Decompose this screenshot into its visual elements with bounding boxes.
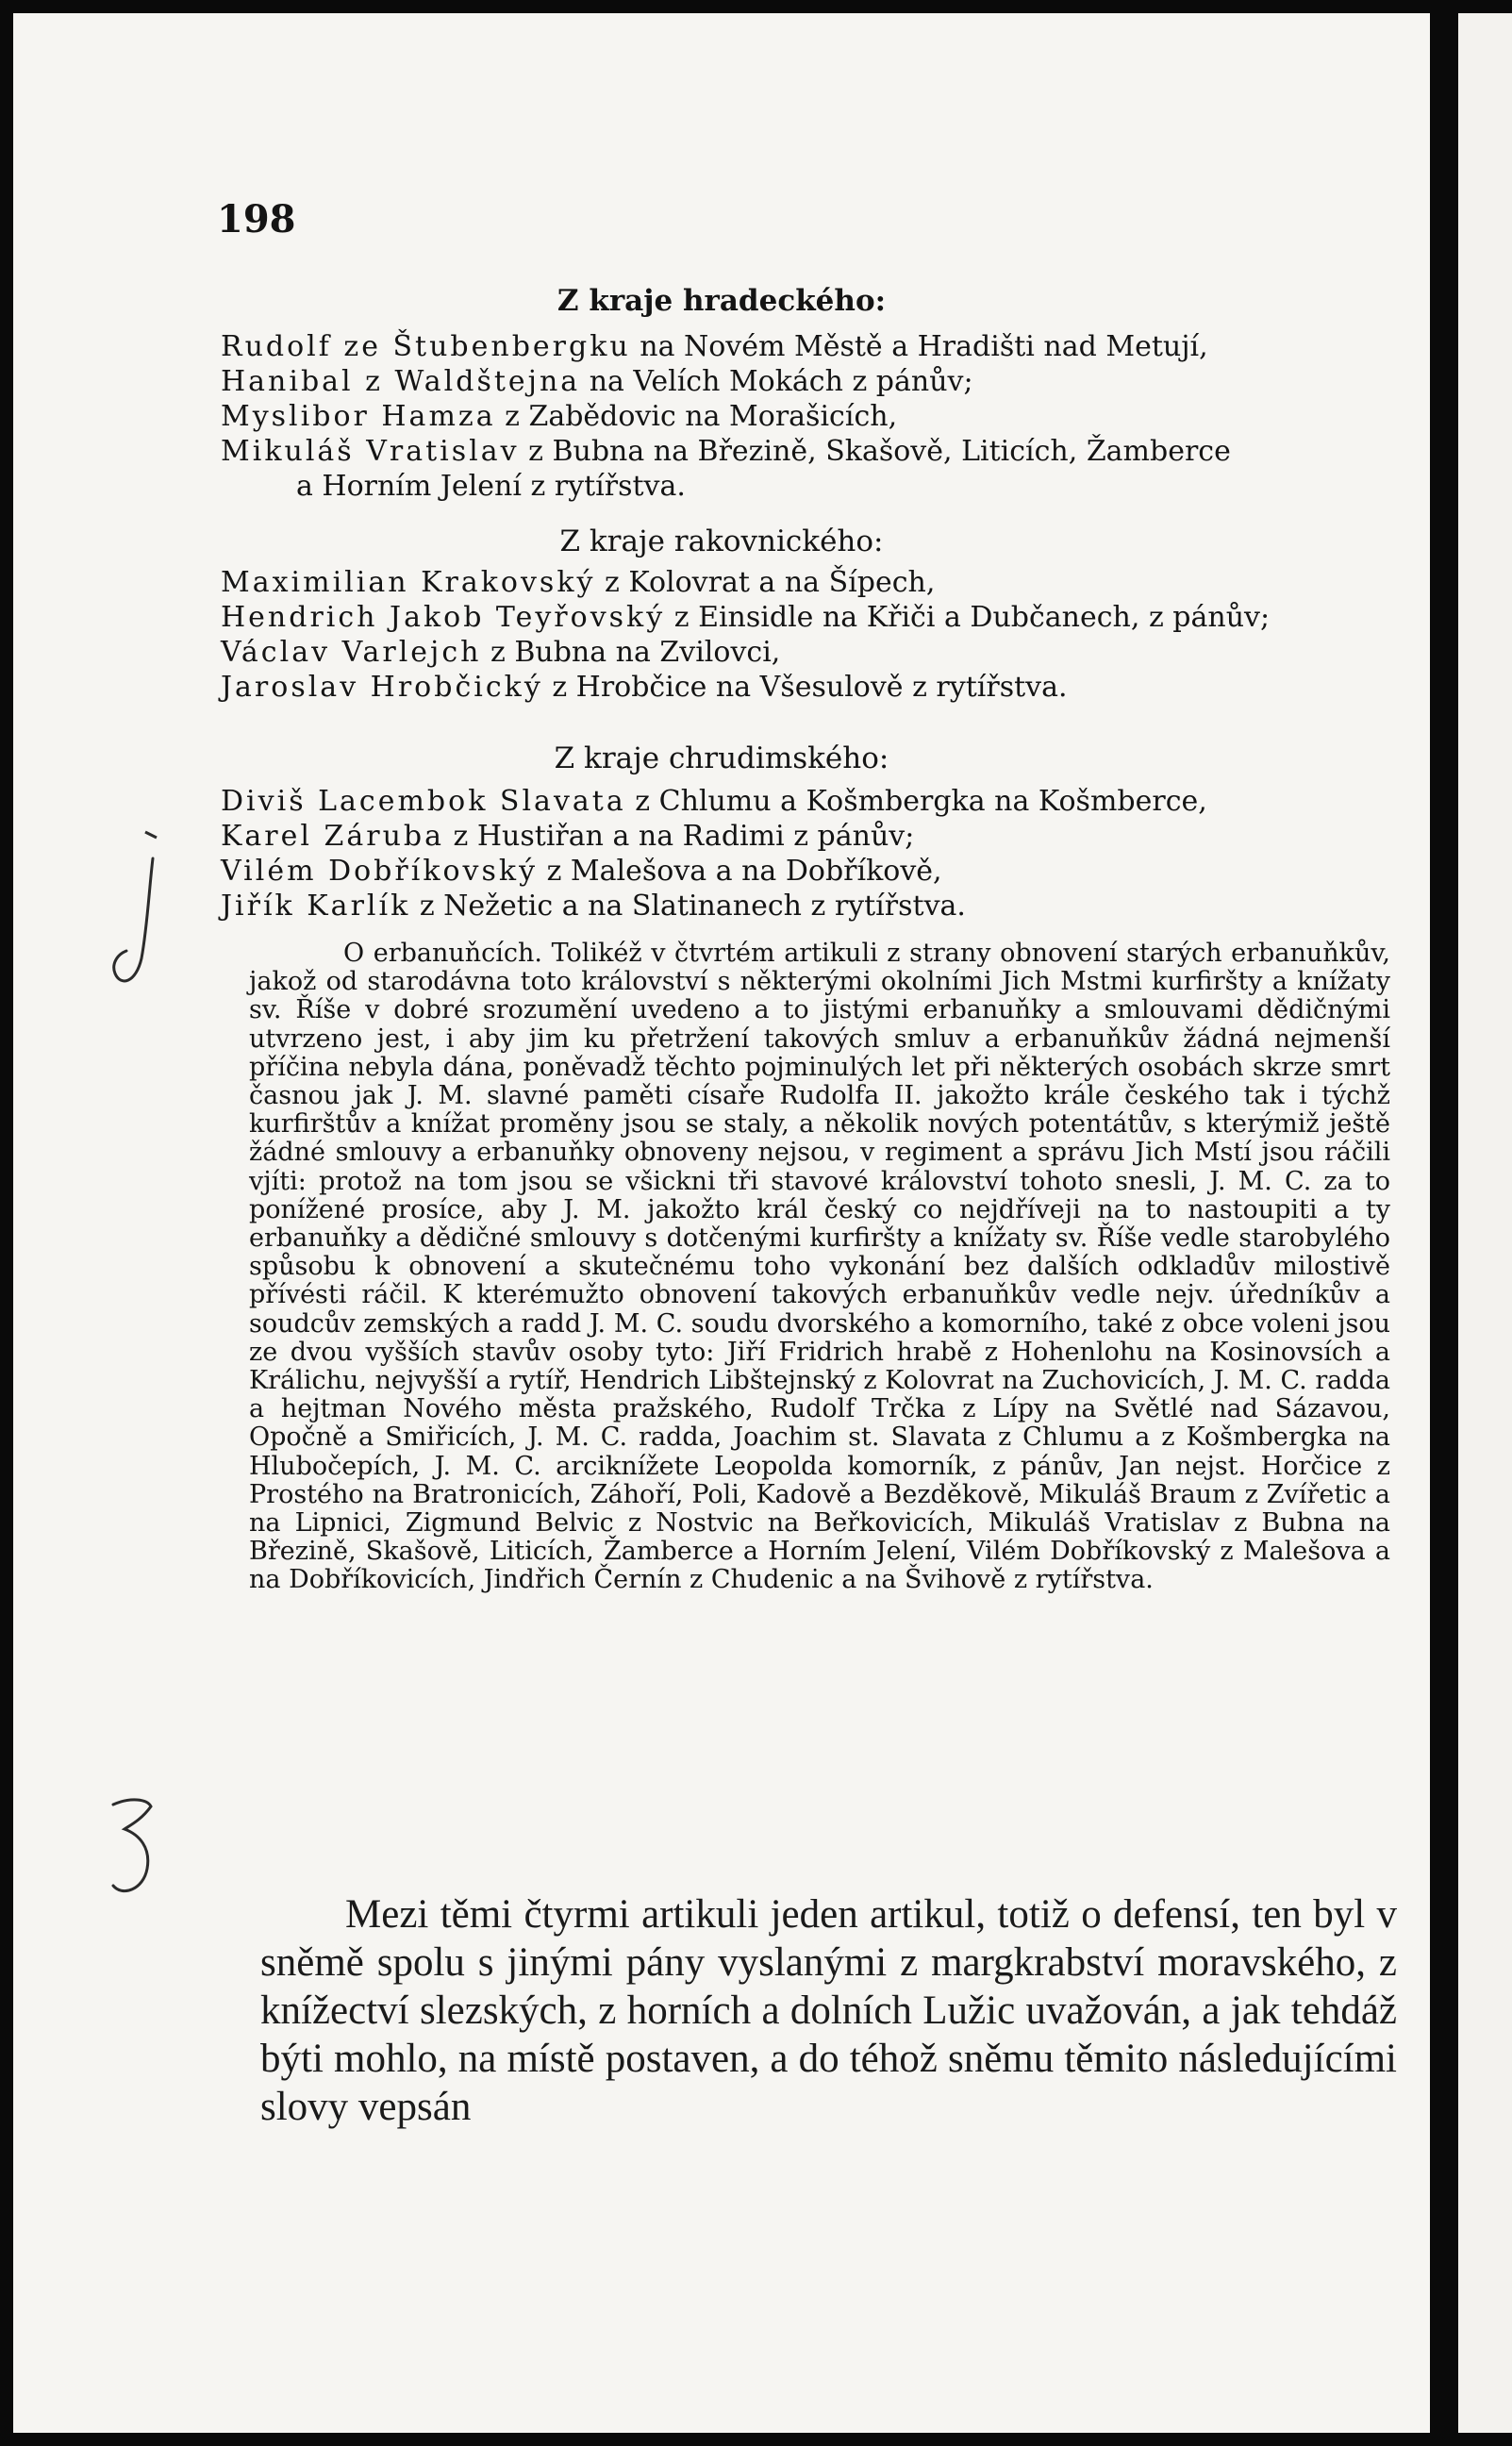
section-heading-rakovnik: Z kraje rakovnického: bbox=[559, 524, 884, 558]
list-entry: Václav Varlejch z Bubna na Zvilovci, bbox=[221, 636, 781, 669]
handwritten-j-mark-icon bbox=[104, 853, 170, 994]
handwritten-3-mark-icon bbox=[102, 1791, 168, 1905]
nobles-list-hradec bbox=[221, 329, 1390, 504]
list-entry: Vilém Dobříkovský z Malešova a na Dobříkově, bbox=[221, 855, 942, 888]
section-heading-chrudim: Z kraje chrudimského: bbox=[554, 741, 889, 775]
list-entry: Jaroslav Hrobčický z Hrobčice na Všesulově z rytířstva. bbox=[221, 671, 1068, 704]
list-entry: Myslibor Hamza z Zabědovic na Morašicích, bbox=[221, 400, 898, 433]
list-entry: Rudolf ze Štubenbergku na Novém Městě a Hradišti nad Metují, bbox=[221, 330, 1208, 363]
list-entry: Mikuláš Vratislav z Bubna na Březině, Skašově, Liticích, Žamberce bbox=[221, 435, 1231, 468]
book-page bbox=[13, 13, 1430, 2433]
list-entry: a Horním Jelení z rytířstva. bbox=[296, 470, 686, 503]
section-heading-hradec: Z kraje hradeckého: bbox=[557, 284, 887, 318]
margin-dot-icon bbox=[143, 823, 162, 841]
nobles-list-chrudim bbox=[221, 784, 1390, 923]
paragraph-text: O erbanuňcích. Tolikéž v čtvrtém artikuli z strany obnovení starých erbanuňkův, jakož od starodávna toto království s některými okolními Jich Mstmi kurfiršty a knížaty sv. Říše v dobré srozumění uvedeno a to jistými erbanuňky a smlouvami dědičnými utvrzeno jest, i aby jim ku přetržení takových smluv a erbanuňkův žádná nejmenší příčina nebyla dána, poněvadž těchto pojminulých let při některých osobách skrze smrt časnou jak J. M. slavné paměti císaře Rudolfa II. jakožto krále českého tak i týchž kurfirštův a knížat proměny jsou se staly, a několik nových potentátův, s kterýmiž ještě žádné smlouvy a erbanuňky obnoveny nejsou, v regiment a správu Jich Mstí jsou ráčili vjíti: protož na tom jsou se všickni tři stavové království tohoto snesli, J. M. C. za to ponížené prosíce, aby J. M. jakožto král český co nejdříveji na to nastoupiti a ty erbanuňky a dědičné smlouvy s dotčenými kurfiršty a knížaty sv. Říše vedle starobylého spůsobu k obnovení a skutečnému toho vykonání bez dalších odkladův milostivě přívésti ráčil. K kterémužto obnovení takových erbanuňkův vedle nejv. úředníkův a soudcův zemských a radd J. M. C. soudu dvorského a komorního, také z obce voleni jsou ze dvou vyšších stavův osoby tyto: Jiří Fridrich hrabě z Hohenlohu na Kosinovsích a Králichu, nejvyšší a rytíř, Hendrich Libštejnský z Kolovrat na Zuchovicích, J. M. C. radda a hejtman Nového města pražského, Rudolf Trčka z Lípy na Světlé nad Sázavou, Opočně a Smiřicích, J. M. C. radda, Joachim st. Slavata z Chlumu a z Košmbergka na Hlubočepích, J. M. C. arciknížete Leopolda komorník, z pánův, Jan nejst. Horčice z Prostého na Bratronicích, Záhoří, Poli, Kadově a Bezděkově, Mikuláš Braum z Zvířetic a na Lipnici, Zigmund Belvic z Nostvic na Beřkovicích, Mikuláš Vratislav z Bubna na Březině, Skašově, Liticích, Žamberce a Horním Jelení, Vilém Dobříkovský z Malešova a na Dobříkovicích, Jindřich Černín z Chudenic a na Švihově z rytířstva. bbox=[249, 939, 1390, 1595]
list-entry: Diviš Lacembok Slavata z Chlumu a Košmbergka na Košmberce, bbox=[221, 785, 1207, 818]
list-entry: Maximilian Krakovský z Kolovrat a na Šípech, bbox=[221, 566, 936, 599]
page-number: 198 bbox=[217, 197, 296, 241]
facing-page-edge bbox=[1458, 13, 1512, 2433]
list-entry: Hendrich Jakob Teyřovský z Einsidle na Křiči a Dubčanech, z pánův; bbox=[221, 601, 1271, 634]
list-entry: Karel Záruba z Hustiřan a na Radimi z pánův; bbox=[221, 820, 915, 853]
list-entry: Hanibal z Waldštejna na Velích Mokách z pánův; bbox=[221, 365, 973, 398]
closing-text: Mezi těmi čtyrmi artikuli jeden artikul, totiž o defensí, ten byl v sněmě spolu s jinými pány vyslanými z margkrabství moravského, z knížectví slezských, z horních a dolních Lužic uvažován, a jak tehdáž býti mohlo, na místě postaven, a do téhož sněmu těmito následujícími slovy vepsán bbox=[260, 1892, 1397, 2129]
nobles-list-rakovnik bbox=[221, 565, 1390, 705]
closing-paragraph bbox=[260, 1890, 1397, 2131]
list-entry: Jiřík Karlík z Nežetic a na Slatinanech z rytířstva. bbox=[221, 890, 966, 923]
erbanunky-paragraph bbox=[249, 940, 1390, 1595]
